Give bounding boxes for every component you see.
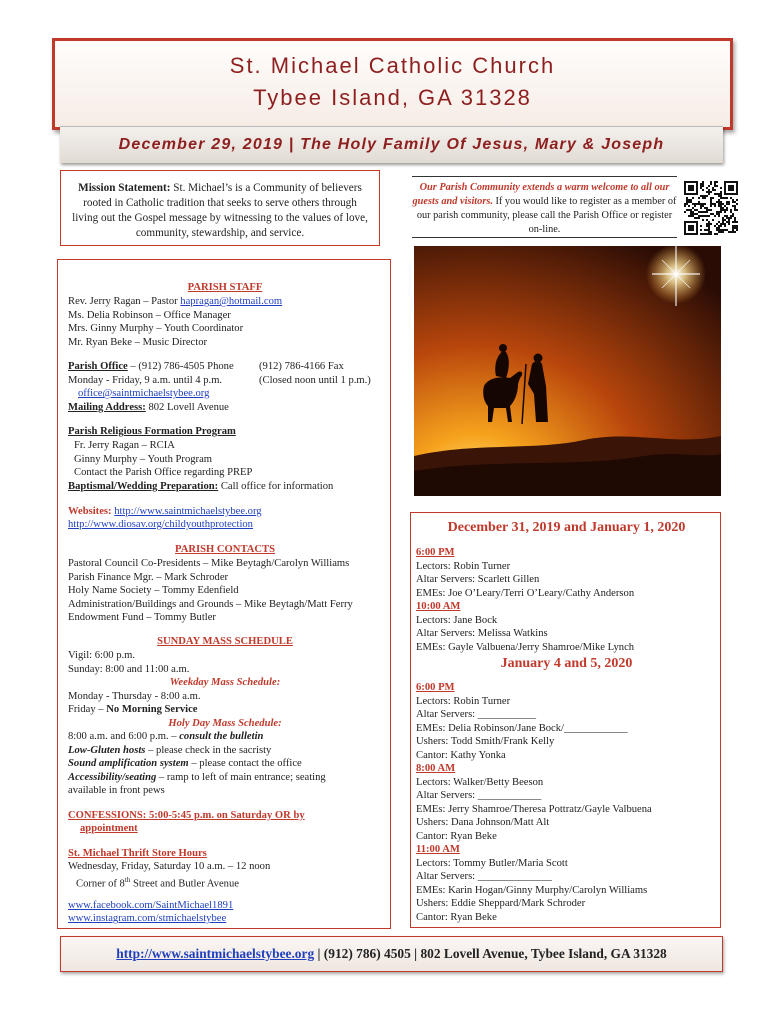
staff-line: Mrs. Ginny Murphy – Youth Coordinator: [68, 323, 244, 334]
pastor-label: Rev. Jerry Ragan – Pastor: [68, 296, 181, 307]
welcome-box: [412, 176, 677, 238]
gluten-note: [68, 744, 271, 758]
instagram-link[interactable]: www.instagram.com/stmichaelstybee: [68, 913, 227, 924]
schedule-line: Ushers: Todd Smith/Frank Kelly: [416, 736, 555, 747]
schedule-line: Altar Servers: ______________: [416, 871, 552, 882]
staff-line: Mr. Ryan Beke – Music Director: [68, 337, 208, 348]
weekday-heading: Weekday Mass Schedule:: [169, 677, 281, 688]
office-phone-number: – (912) 786-4505 Phone: [127, 361, 234, 372]
mailing-value: 802 Lovell Avenue: [145, 402, 229, 413]
friday-label: Friday –: [68, 704, 107, 715]
contact-line: Administration/Buildings and Grounds – Mike Beytagh/Matt Ferry: [68, 599, 353, 610]
nativity-image: [414, 246, 721, 496]
contact-line: Pastoral Council Co-Presidents – Mike Beytagh/Carolyn Williams: [68, 558, 350, 569]
schedule-line: Lectors: Jane Bock: [416, 615, 498, 626]
schedule-line: Altar Servers: Melissa Watkins: [416, 628, 548, 639]
office-phone: [68, 360, 234, 374]
parish-info-panel: [57, 259, 391, 929]
formation-line: Contact the Parish Office regarding PREP: [74, 467, 253, 478]
mission-label: Mission Statement:: [78, 182, 171, 194]
schedule-heading: December 31, 2019 and January 1, 2020: [447, 520, 686, 535]
schedule-line: EMEs: Delia Robinson/Jane Bock/____________: [416, 723, 628, 734]
pastor-email-link[interactable]: hapragan@hotmail.com: [180, 296, 283, 307]
schedule-line: EMEs: Gayle Valbuena/Jerry Shamroe/Mike Lynch: [416, 642, 635, 653]
mailing-label: Mailing Address:: [68, 402, 146, 413]
office-hours: Monday - Friday, 9 a.m. until 4 p.m.: [68, 375, 223, 386]
schedule-line: EMEs: Jerry Shamroe/Theresa Pottratz/Gayle Valbuena: [416, 804, 652, 815]
sound-label: Sound amplification system: [68, 758, 189, 769]
staff-line: Ms. Delia Robinson – Office Manager: [68, 310, 231, 321]
minister-schedule-panel: [410, 512, 721, 928]
thrift-location: [76, 874, 239, 891]
sound-value: – please contact the office: [188, 758, 302, 769]
schedule-line: Ushers: Eddie Sheppard/Mark Schroder: [416, 898, 586, 909]
bw-label: Baptismal/Wedding Preparation:: [68, 481, 219, 492]
access-value: – ramp to left of main entrance; seating: [156, 772, 326, 783]
schedule-line: Lectors: Robin Turner: [416, 696, 511, 707]
youth-protection-link[interactable]: http://www.diosav.org/childyouthprotection: [68, 519, 253, 530]
weekday-mass: Monday - Thursday - 8:00 a.m.: [68, 691, 201, 702]
holyday-times: 8:00 a.m. and 6:00 p.m. –: [68, 731, 180, 742]
qr-code-icon[interactable]: [684, 181, 738, 235]
gluten-value: – please check in the sacristy: [145, 745, 272, 756]
schedule-line: Ushers: Dana Johnson/Matt Alt: [416, 817, 550, 828]
holyday-mass: [68, 730, 263, 744]
websites-label: Websites:: [68, 506, 115, 517]
staff-pastor: [68, 295, 282, 309]
sound-note: [68, 757, 302, 771]
schedule-line: Altar Servers: ___________: [416, 709, 537, 720]
gluten-label: Low-Gluten hosts: [68, 745, 146, 756]
mass-time: 10:00 AM: [416, 601, 461, 612]
mass-sunday: Sunday: 8:00 and 11:00 a.m.: [68, 664, 190, 675]
thrift-corner: Corner of 8: [76, 878, 125, 890]
mission-text: St. Michael’s is a Community of believers rooted in Catholic tradition that seeks to serve others through living out the Gospel message by witnessing to the values of love, community, stewardship, and service.: [72, 182, 368, 239]
contact-line: Parish Finance Mgr. – Mark Schroder: [68, 572, 229, 583]
mass-vigil: Vigil: 6:00 p.m.: [68, 650, 136, 661]
websites: [68, 505, 262, 519]
church-location: Tybee Island, GA 31328: [253, 85, 532, 110]
office-label: Parish Office: [68, 361, 128, 372]
thrift-sup: th: [124, 876, 131, 884]
schedule-line: Lectors: Robin Turner: [416, 561, 511, 572]
church-name: St. Michael Catholic Church: [229, 53, 556, 78]
website-link[interactable]: http://www.saintmichaelstybee.org: [114, 506, 262, 517]
mass-time: 11:00 AM: [416, 844, 460, 855]
facebook-link[interactable]: www.facebook.com/SaintMichael1891: [68, 900, 234, 911]
confessions-line1: CONFESSIONS: 5:00-5:45 p.m. on Saturday OR by: [68, 810, 305, 821]
mass-time: 6:00 PM: [416, 547, 455, 558]
holy-family-silhouette-image: [414, 246, 721, 496]
schedule-line: Altar Servers: ____________: [416, 790, 542, 801]
friday-value: No Morning Service: [106, 704, 198, 715]
formation-line: Ginny Murphy – Youth Program: [74, 454, 213, 465]
thrift-heading: St. Michael Thrift Store Hours: [68, 848, 207, 859]
mission-statement-box: [60, 170, 380, 246]
contacts-heading: PARISH CONTACTS: [175, 544, 275, 555]
footer-contact: | (912) 786) 4505 | 802 Lovell Avenue, Tybee Island, GA 31328: [317, 946, 667, 961]
date-bar: December 29, 2019 | The Holy Family Of Jesus, Mary & Joseph: [60, 126, 723, 163]
schedule-line: EMEs: Karin Hogan/Ginny Murphy/Carolyn Williams: [416, 885, 648, 896]
title-box: [52, 38, 733, 130]
welcome-lead: Our Parish Community extends a warm welcome to all our guests and visitors.: [412, 182, 670, 207]
contact-line: Endowment Fund – Tommy Butler: [68, 612, 216, 623]
office-fax: (912) 786-4166 Fax: [259, 361, 344, 372]
office-closed: (Closed noon until 1 p.m.): [259, 375, 371, 386]
access-note: [68, 771, 326, 785]
friday-mass: [68, 703, 197, 717]
bw-preparation: [68, 480, 333, 494]
access-note-cont: available in front pews: [68, 785, 165, 796]
schedule-line: Cantor: Ryan Beke: [416, 912, 497, 923]
mass-time: 6:00 PM: [416, 682, 455, 693]
welcome-text: If you would like to register as a member of our parish community, please call the Parish Office or register on-line.: [416, 196, 677, 235]
bw-value: Call office for information: [218, 481, 334, 492]
holyday-heading: Holy Day Mass Schedule:: [168, 718, 282, 729]
schedule-line: Cantor: Kathy Yonka: [416, 750, 506, 761]
staff-heading: PARISH STAFF: [187, 282, 263, 293]
schedule-line: Lectors: Walker/Betty Beeson: [416, 777, 544, 788]
schedule-line: Cantor: Ryan Beke: [416, 831, 497, 842]
mass-heading: SUNDAY MASS SCHEDULE: [157, 636, 293, 647]
mailing-address: [68, 401, 229, 415]
formation-heading: Parish Religious Formation Program: [68, 426, 236, 437]
office-email-link[interactable]: office@saintmichaelstybee.org: [78, 388, 210, 399]
thrift-hours: Wednesday, Friday, Saturday 10 a.m. – 12 noon: [68, 861, 271, 872]
schedule-line: EMEs: Joe O’Leary/Terri O’Leary/Cathy Anderson: [416, 588, 635, 599]
mass-time: 8:00 AM: [416, 763, 456, 774]
footer-bar: [60, 936, 723, 972]
footer-website-link[interactable]: http://www.saintmichaelstybee.org: [116, 946, 315, 961]
thrift-street: Street and Butler Avenue: [130, 878, 239, 890]
confessions-line2: appointment: [80, 823, 138, 834]
formation-line: Fr. Jerry Ragan – RCIA: [74, 440, 175, 451]
access-label: Accessibility/seating: [68, 772, 157, 783]
schedule-heading: January 4 and 5, 2020: [500, 656, 633, 671]
contact-line: Holy Name Society – Tommy Edenfield: [68, 585, 239, 596]
schedule-line: Lectors: Tommy Butler/Maria Scott: [416, 858, 568, 869]
schedule-line: Altar Servers: Scarlett Gillen: [416, 574, 540, 585]
holyday-note: consult the bulletin: [179, 731, 264, 742]
